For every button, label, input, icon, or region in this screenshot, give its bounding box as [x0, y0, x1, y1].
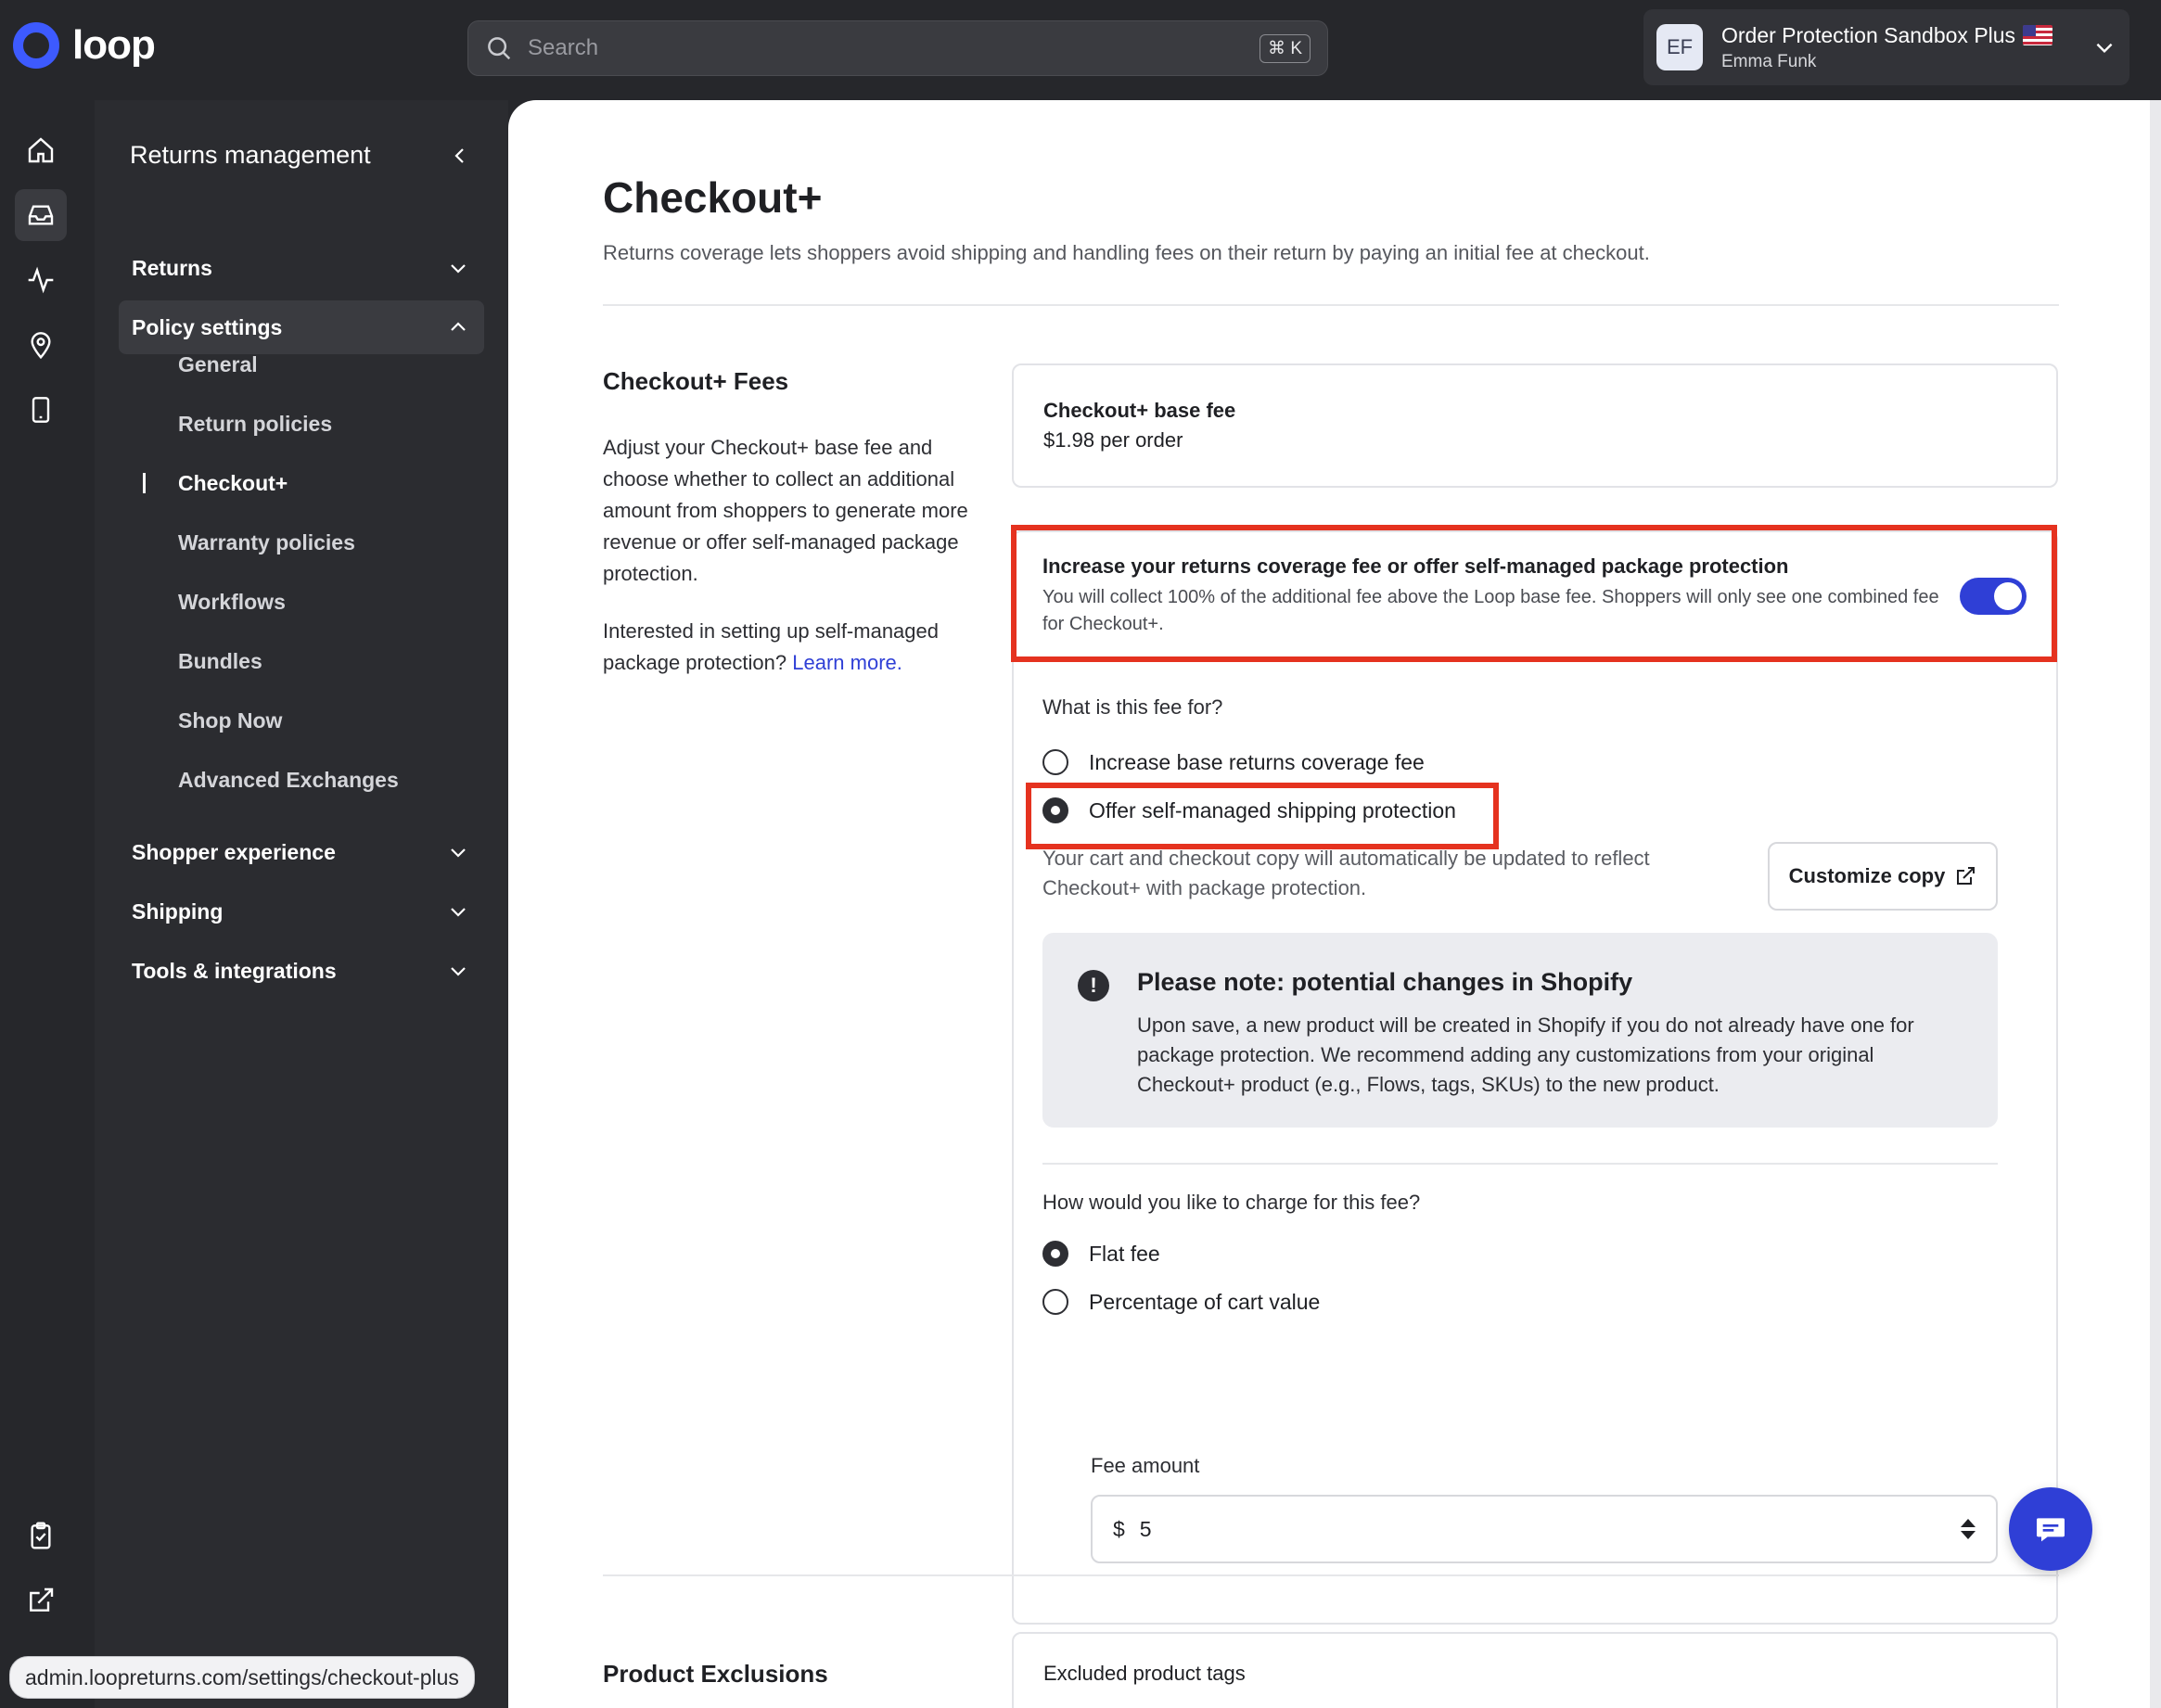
nav-item-checkout-plus[interactable]: Checkout+ — [178, 471, 288, 495]
section-description: Adjust your Checkout+ base fee and choose whether to collect an additional amount from shoppers to generate more revenue or offer self-managed package protection. — [603, 436, 968, 585]
alert-icon: ! — [1078, 970, 1109, 1001]
radio-increase-base-fee[interactable] — [1042, 749, 1425, 775]
account-switcher[interactable] — [1643, 9, 2129, 85]
nav-item-workflows[interactable]: Workflows — [178, 590, 286, 614]
nav-group-label: Tools & integrations — [132, 958, 337, 983]
search-input[interactable]: Search — [528, 35, 599, 60]
nav-group-returns[interactable] — [119, 241, 484, 295]
radio-label: Offer self-managed shipping protection — [1089, 797, 1456, 822]
logo-ring-icon — [13, 22, 59, 69]
user-name: Emma Funk — [1721, 51, 1817, 71]
divider — [603, 304, 2059, 306]
button-label: Customize copy — [1788, 864, 1946, 887]
radio-flat-fee[interactable] — [1042, 1241, 1160, 1267]
customize-copy-button[interactable] — [1768, 842, 1998, 911]
radio-button[interactable] — [1042, 749, 1068, 775]
nav-title: Returns management — [130, 141, 371, 169]
stepper-down-icon[interactable] — [1961, 1531, 1976, 1539]
helper-text: Your cart and checkout copy will automatically be updated to reflect Checkout+ with package protection. — [1042, 847, 1650, 899]
chat-icon — [2032, 1510, 2069, 1548]
nav-group-shopper-experience[interactable] — [119, 825, 484, 879]
logo-text: loop — [72, 22, 155, 68]
note-body: Upon save, a new product will be created in Shopify if you do not already have one for package protection. We recommend adding any customizations from your original Checkout+ product (e.g., Flows, tags, SKUs) to the new product. — [1137, 1013, 1914, 1096]
home-icon[interactable] — [15, 124, 67, 176]
section-title-exclusions: Product Exclusions — [603, 1660, 828, 1688]
learn-more-link[interactable]: Learn more. — [792, 651, 902, 674]
side-nav — [95, 100, 508, 1708]
excluded-tags-label: Excluded product tags — [1043, 1662, 1246, 1685]
nav-item-warranty-policies[interactable]: Warranty policies — [178, 530, 355, 554]
fee-for-question: What is this fee for? — [1042, 695, 1223, 719]
us-flag-icon — [2023, 25, 2052, 45]
shopify-note — [1042, 933, 1998, 1128]
nav-group-label: Shipping — [132, 899, 224, 924]
status-url: admin.loopreturns.com/settings/checkout-plus — [9, 1656, 475, 1699]
search-icon — [485, 34, 513, 62]
active-indicator — [143, 473, 146, 493]
nav-item-shop-now[interactable]: Shop Now — [178, 708, 283, 733]
scrollbar[interactable] — [2150, 100, 2161, 1708]
location-pin-icon[interactable] — [15, 319, 67, 371]
nav-item-return-policies[interactable]: Return policies — [178, 412, 333, 436]
external-link-icon[interactable] — [15, 1574, 67, 1626]
chevron-down-icon — [447, 841, 469, 863]
store-name: Order Protection Sandbox Plus — [1721, 22, 2016, 47]
chevron-down-icon — [447, 900, 469, 923]
inbox-icon[interactable] — [15, 189, 67, 241]
icon-rail — [0, 100, 95, 1708]
base-fee-value: $1.98 per order — [1043, 428, 1183, 452]
page-title: Checkout+ — [603, 173, 823, 222]
radio-label: Increase base returns coverage fee — [1089, 749, 1425, 774]
chevron-down-icon — [2092, 35, 2116, 59]
nav-header — [130, 141, 471, 170]
exclusions-card — [1012, 1632, 2058, 1708]
chevron-up-icon — [447, 316, 469, 338]
radio-label: Percentage of cart value — [1089, 1289, 1321, 1314]
nav-group-policy-settings[interactable] — [119, 300, 484, 354]
top-bar — [0, 0, 2161, 100]
currency-prefix: $ — [1113, 1516, 1125, 1541]
stepper-up-icon[interactable] — [1961, 1519, 1976, 1527]
search-bar[interactable] — [467, 20, 1328, 76]
nav-item-bundles[interactable]: Bundles — [178, 649, 262, 673]
search-shortcut: ⌘ K — [1260, 34, 1311, 63]
highlight-box-option — [1026, 783, 1499, 849]
nav-item-general[interactable]: General — [178, 352, 258, 376]
page-description: Returns coverage lets shoppers avoid shipping and handling fees on their return by paying an initial fee at checkout. — [603, 241, 1650, 264]
radio-label: Flat fee — [1089, 1241, 1160, 1266]
nav-group-label: Policy settings — [132, 314, 283, 339]
chevron-down-icon — [447, 257, 469, 279]
mobile-icon[interactable] — [15, 384, 67, 436]
fee-amount-label: Fee amount — [1091, 1454, 1200, 1477]
chat-button[interactable] — [2009, 1487, 2092, 1571]
radio-button-selected[interactable] — [1042, 1241, 1068, 1267]
external-link-icon — [1954, 865, 1976, 887]
note-title: Please note: potential changes in Shopify — [1137, 968, 1633, 996]
chevron-down-icon — [447, 960, 469, 982]
highlight-box-toggle — [1011, 525, 2057, 662]
section-interest-text: Interested in setting up self-managed package protection? Learn more. — [603, 619, 940, 674]
base-fee-label: Checkout+ base fee — [1043, 399, 1236, 422]
nav-group-tools-integrations[interactable] — [119, 944, 484, 998]
loop-logo[interactable] — [13, 22, 155, 69]
divider — [1042, 1163, 1998, 1165]
toggle-description: You will collect 100% of the additional fee above the Loop base fee. Shoppers will only see one combined fee for Checkout+. — [1042, 587, 1939, 634]
section-title-fees: Checkout+ Fees — [603, 367, 789, 395]
nav-group-label: Shopper experience — [132, 839, 336, 864]
collapse-sidebar-icon[interactable] — [449, 145, 471, 167]
toggle-title: Increase your returns coverage fee or offer self-managed package protection — [1042, 554, 1789, 578]
fee-amount-field[interactable] — [1091, 1495, 1998, 1563]
main-content — [508, 100, 2150, 1708]
nav-group-label: Returns — [132, 255, 212, 280]
avatar: EF — [1656, 24, 1703, 70]
divider — [603, 1574, 2059, 1576]
radio-percentage[interactable] — [1042, 1289, 1320, 1315]
base-fee-card — [1012, 363, 2058, 488]
nav-group-shipping[interactable] — [119, 885, 484, 938]
nav-item-advanced-exchanges[interactable]: Advanced Exchanges — [178, 768, 399, 792]
fee-amount-input[interactable] — [1140, 1517, 1961, 1542]
number-stepper[interactable] — [1961, 1519, 1976, 1539]
clipboard-check-icon[interactable] — [15, 1510, 67, 1561]
radio-button[interactable] — [1042, 1289, 1068, 1315]
charge-question: How would you like to charge for this fee? — [1042, 1191, 1421, 1214]
activity-icon[interactable] — [15, 254, 67, 306]
